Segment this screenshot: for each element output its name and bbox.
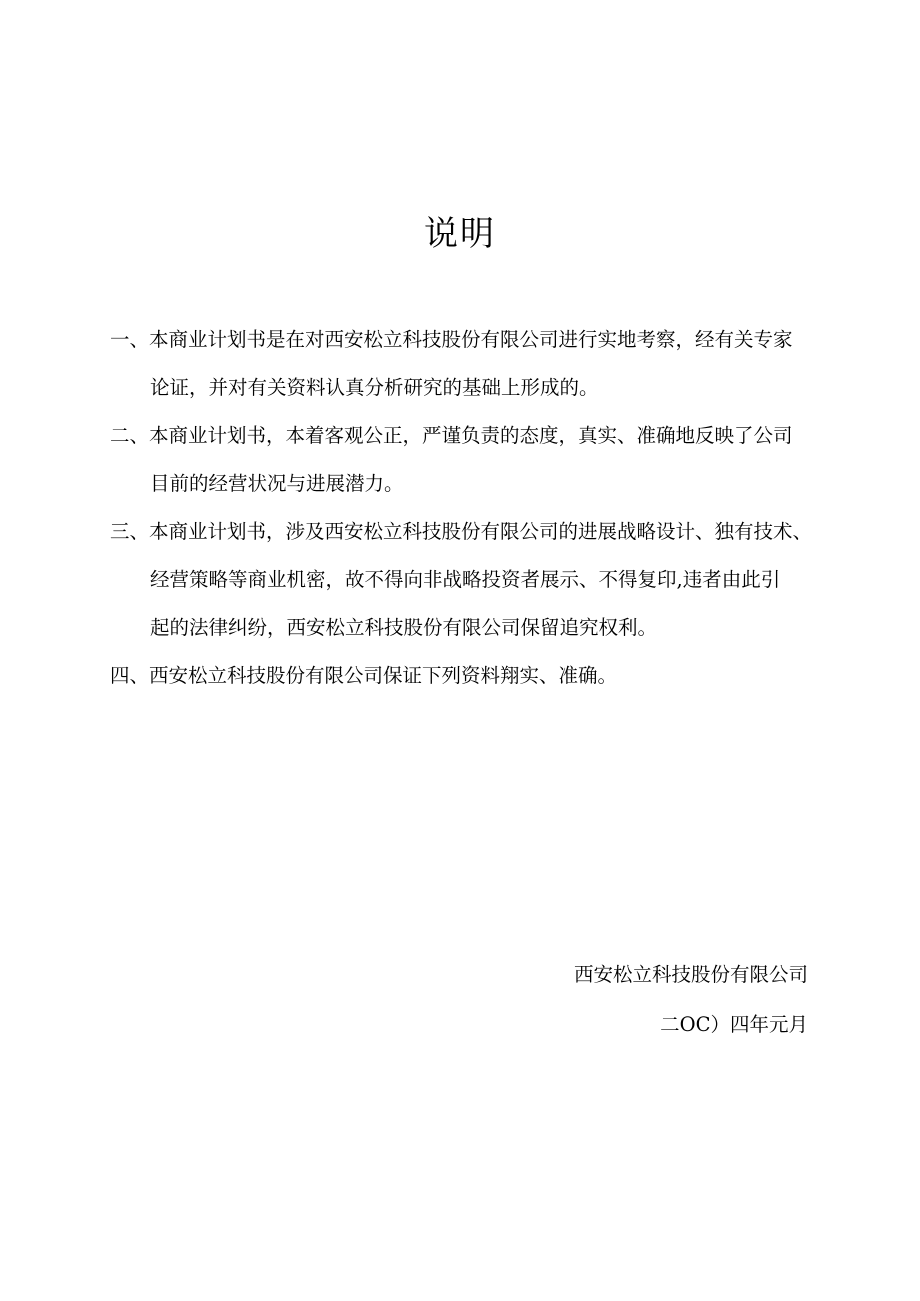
statement-item-2-line-2: 目前的经营状况与进展潜力。 bbox=[150, 472, 404, 495]
statement-item-2 bbox=[110, 412, 830, 508]
statement-item-4 bbox=[110, 652, 830, 700]
signature-block bbox=[574, 950, 808, 1050]
statement-item-1-line-2: 论证，并对有关资料认真分析研究的基础上形成的。 bbox=[150, 376, 599, 399]
statement-item-3-line-3: 起的法律纠纷，西安松立科技股份有限公司保留追究权利。 bbox=[150, 616, 658, 639]
signature-company: 西安松立科技股份有限公司 bbox=[573, 963, 808, 986]
page-title: 说明 bbox=[424, 214, 496, 254]
statement-list bbox=[110, 316, 830, 700]
statement-item-3 bbox=[110, 508, 830, 652]
statement-item-3-line-2: 经营策略等商业机密，故不得向非战略投资者展示、不得复印,违者由此引 bbox=[150, 568, 781, 591]
statement-item-1 bbox=[110, 316, 830, 412]
statement-item-1-line-1: 一、本商业计划书是在对西安松立科技股份有限公司进行实地考察，经有关专家 bbox=[110, 328, 793, 351]
signature-date: 二OC）四年元月 bbox=[660, 1013, 808, 1036]
statement-item-4-line-1: 四、西安松立科技股份有限公司保证下列资料翔实、准确。 bbox=[110, 664, 618, 687]
statement-item-3-line-1: 三、本商业计划书，涉及西安松立科技股份有限公司的进展战略设计、独有技术、 bbox=[110, 520, 813, 543]
statement-item-2-line-1: 二、本商业计划书，本着客观公正，严谨负责的态度，真实、准确地反映了公司 bbox=[110, 424, 793, 447]
